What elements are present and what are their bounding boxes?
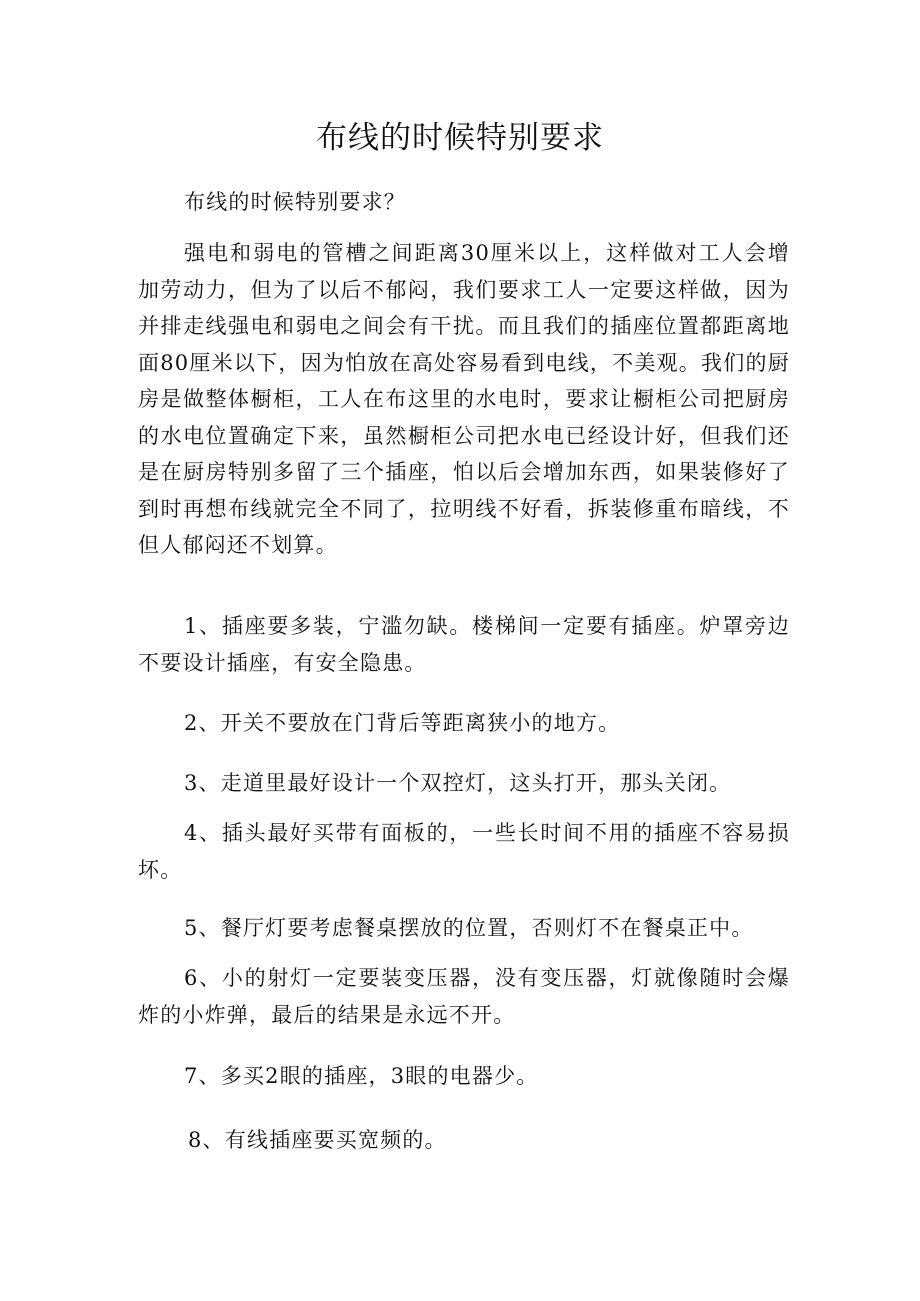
list-item-8: 8、有线插座要买宽频的。 [188, 1128, 447, 1152]
list-item-1: 1、插座要多装，宁滥勿缺。楼梯间一定要有插座。炉罩旁边不要设计插座，有安全隐患。 [138, 614, 790, 675]
list-item-7: 7、多买2眼的插座，3眼的电器少。 [184, 1064, 539, 1088]
list-item-3: 3、走道里最好设计一个双控灯，这头打开，那头关闭。 [184, 771, 732, 795]
question-paragraph: 布线的时候特别要求？ [184, 190, 406, 214]
intro-paragraph: 强电和弱电的管槽之间距离30厘米以上，这样做对工人会增加劳动力，但为了以后不郁闷，我们要求工人一定要这样做，因为并排走线强电和弱电之间会有干扰。而且我们的插座位置都距离地面80厘米以下，因为怕放在高处容易看到电线，不美观。我们的厨房是做整体橱柜，工人在布这里的水电时，要求让橱柜公司把厨房的水电位置确定下来，虽然橱柜公司把水电已经设计好，但我们还是在厨房特别多留了三个插座，怕以后会增加东西，如果装修好了到时再想布线就完全不同了，拉明线不好看，拆装修重布暗线，不但人郁闷还不划算。 [138, 241, 790, 557]
list-item-6: 6、小的射灯一定要装变压器，没有变压器，灯就像随时会爆炸的小炸弹，最后的结果是永远不开。 [138, 966, 790, 1027]
list-item-2: 2、开关不要放在门背后等距离狭小的地方。 [184, 711, 621, 735]
document-title: 布线的时候特别要求 [316, 120, 604, 156]
list-item-5: 5、餐厅灯要考虑餐桌摆放的位置，否则灯不在餐桌正中。 [184, 916, 754, 940]
list-item-4: 4、插头最好买带有面板的，一些长时间不用的插座不容易损坏。 [138, 821, 790, 882]
